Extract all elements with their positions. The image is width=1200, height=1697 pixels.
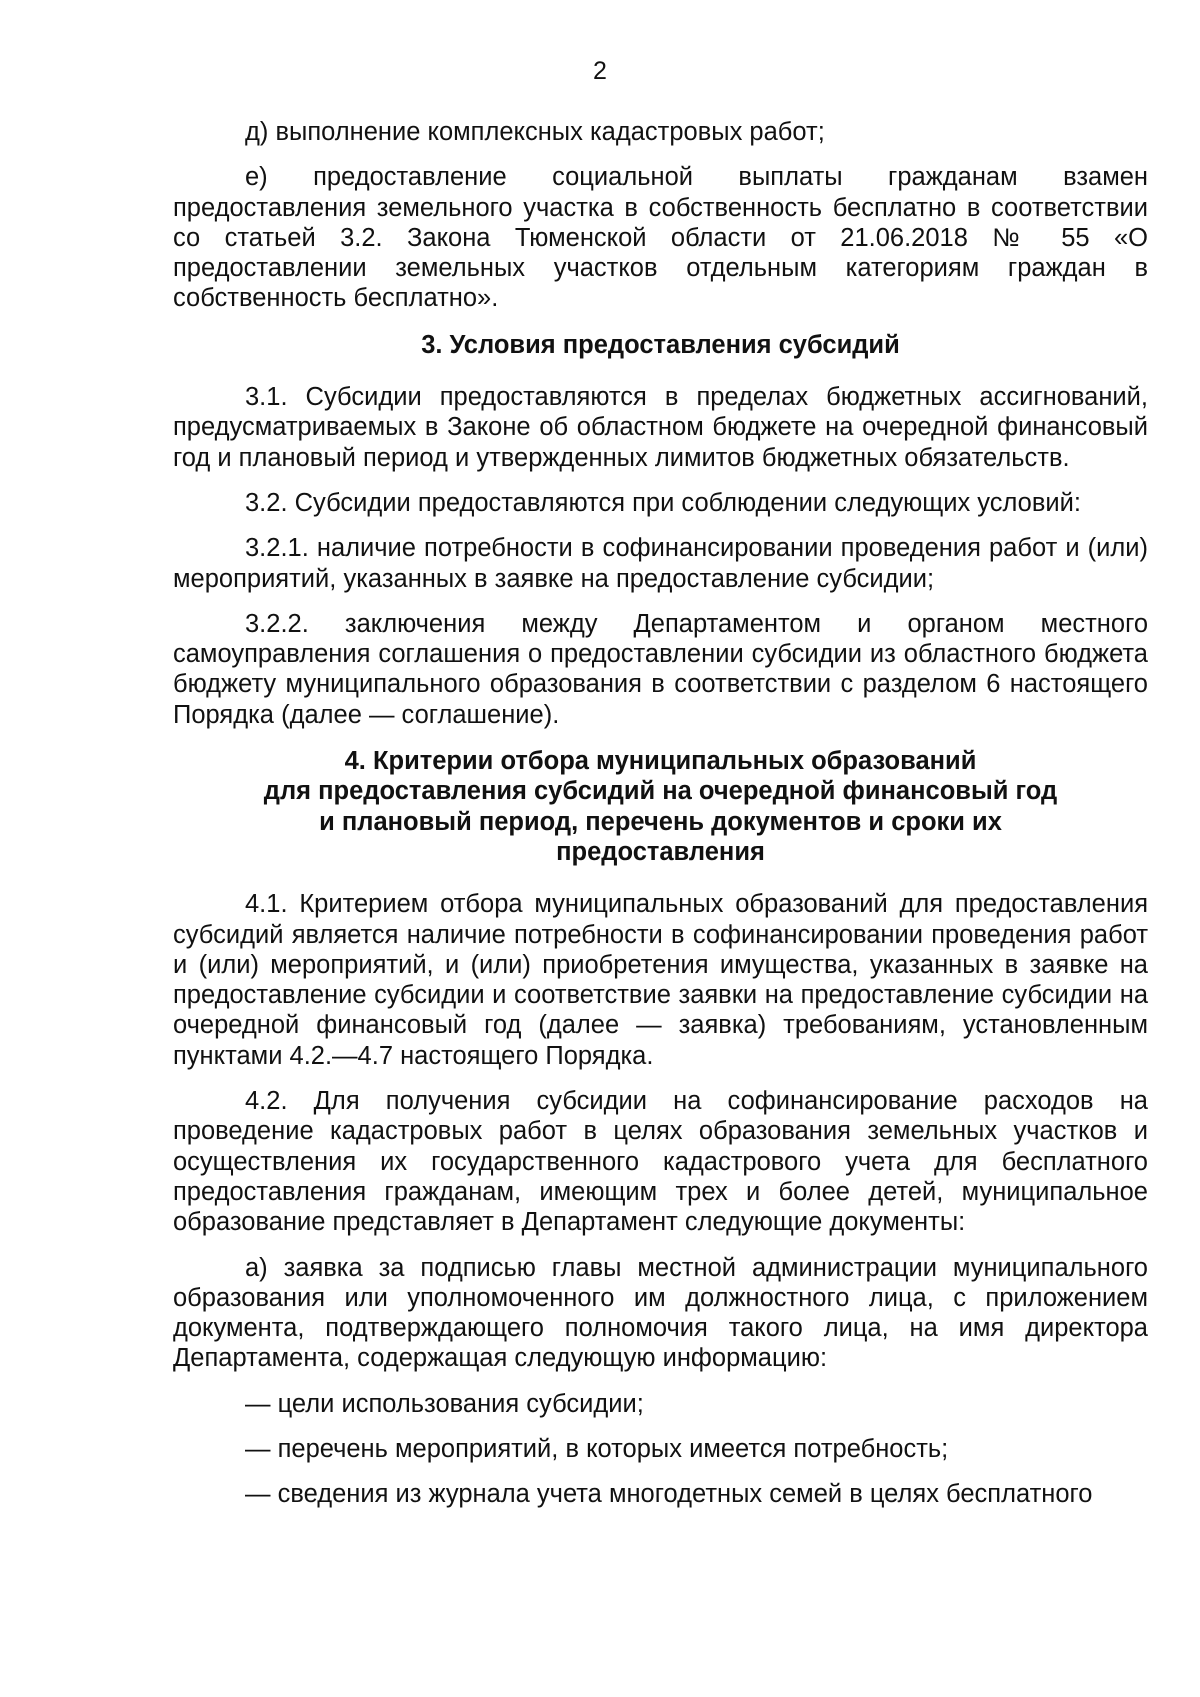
- paragraph-3-2: 3.2. Субсидии предоставляются при соблюдении следующих условий:: [245, 488, 1081, 517]
- heading-line: 3. Условия предоставления субсидий: [421, 330, 900, 359]
- list-item-journal: — сведения из журнала учета многодетных семей в целях бесплатного: [245, 1480, 1093, 1509]
- heading-line: 4. Критерии отбора муниципальных образований: [344, 747, 977, 776]
- heading-line: для предоставления субсидий на очередной финансовый год: [263, 777, 1058, 806]
- paragraph-4-1: 4.1. Критерием отбора муниципальных образований для предоставления субсидий является наличие потребности в софинансировании проведения работ и (или) мероприятий, и (или) приобретения имущества, указанных в заявке на предоставление субсидии и соответствие заявки на предоставление субсидии на очередной финансовый год (далее — заявка) требованиям, установленным пунктами 4.2.—4.7 настоящего Порядка.: [173, 890, 1148, 1070]
- list-item-measures: — перечень мероприятий, в которых имеется потребность;: [245, 1434, 949, 1463]
- paragraph-4-2: 4.2. Для получения субсидии на софинансирование расходов на проведение кадастровых работ в целях образования земельных участков и осуществления их государственного кадастрового учета для бесплатного предоставления гражданам, имеющим трех и более детей, муниципальное образование представляет в Департамент следующие документы:: [173, 1087, 1148, 1237]
- paragraph-4-2-a: а) заявка за подписью главы местной администрации муниципального образования или уполномоченного им должностного лица, с приложением документа, подтверждающего полномочия такого лица, на имя директора Департамента, содержащая следующую информацию:: [173, 1253, 1148, 1373]
- page-number: 2: [593, 57, 607, 85]
- section-3-heading: [173, 330, 1148, 360]
- paragraph-d: д) выполнение комплексных кадастровых работ;: [245, 118, 825, 146]
- heading-line: предоставления: [556, 837, 765, 866]
- paragraph-e: е) предоставление социальной выплаты гражданам взамен предоставления земельного участка в собственность бесплатно в соответствии со статьей 3.2. Закона Тюменской области от 21.06.2018 № 55 «О предоставлении земельных участков отдельным категориям граждан в собственность бесплатно».: [173, 163, 1148, 313]
- list-item-subsidy-goals: — цели использования субсидии;: [245, 1389, 644, 1418]
- paragraph-3-2-1: 3.2.1. наличие потребности в софинансировании проведения работ и (или) мероприятий, указанных в заявке на предоставление субсидии;: [173, 534, 1148, 593]
- paragraph-3-1: 3.1. Субсидии предоставляются в пределах бюджетных ассигнований, предусматриваемых в Законе об областном бюджете на очередной финансовый год и плановый период и утвержденных лимитов бюджетных обязательств.: [173, 383, 1148, 472]
- paragraph-3-2-2: 3.2.2. заключения между Департаментом и органом местного самоуправления соглашения о предоставлении субсидии из областного бюджета бюджету муниципального образования в соответствии с разделом 6 настоящего Порядка (далее — соглашение).: [173, 609, 1148, 729]
- document-body: [173, 117, 1148, 1525]
- heading-line: и плановый период, перечень документов и сроки их: [319, 807, 1002, 836]
- section-4-heading: [173, 746, 1148, 867]
